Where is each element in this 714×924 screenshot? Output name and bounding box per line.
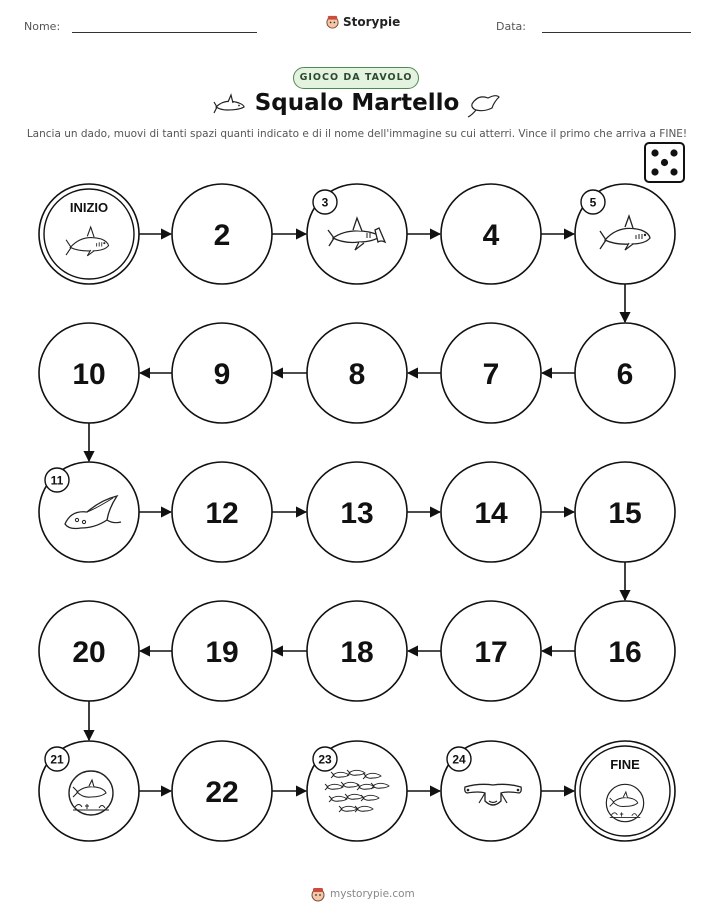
board-space-8[interactable] (307, 323, 407, 423)
board-space-19[interactable] (172, 601, 272, 701)
space-number-tag-label: 23 (318, 752, 332, 767)
brand-name: Storypie (343, 14, 401, 29)
board-space-22[interactable] (172, 741, 272, 841)
storypie-footer-logo-icon (310, 886, 326, 902)
space-number: 16 (608, 636, 642, 669)
board-space-17[interactable] (441, 601, 541, 701)
space-number-tag-label: 21 (50, 752, 64, 767)
space-number: 7 (482, 358, 500, 391)
space-number: 14 (474, 497, 508, 530)
space-number: 9 (213, 358, 231, 391)
board-space-4[interactable] (441, 184, 541, 284)
space-number: 19 (205, 636, 239, 669)
board-space-2[interactable] (172, 184, 272, 284)
board-space-21[interactable] (39, 741, 139, 841)
board-space-5[interactable] (575, 184, 675, 284)
board-space-3[interactable] (307, 184, 407, 284)
space-number-tag-label: 24 (452, 752, 466, 767)
page-title: Squalo Martello (254, 90, 460, 116)
space-number: 10 (72, 358, 106, 391)
space-number: 15 (608, 497, 642, 530)
footer-url: mystorypie.com (330, 888, 415, 900)
board-space-14[interactable] (441, 462, 541, 562)
space-number: 4 (482, 219, 500, 252)
board-space-12[interactable] (172, 462, 272, 562)
space-number: 8 (348, 358, 366, 391)
board-space-7[interactable] (441, 323, 541, 423)
end-label: FINE (610, 757, 640, 772)
space-number: 13 (340, 497, 374, 530)
board-space-6[interactable] (575, 323, 675, 423)
board-space-13[interactable] (307, 462, 407, 562)
board-space-24[interactable] (441, 741, 541, 841)
space-number: 12 (205, 497, 239, 530)
start-label: INIZIO (69, 200, 109, 215)
space-number: 18 (340, 636, 374, 669)
shark-in-bubble-icon (69, 771, 113, 815)
board-space-16[interactable] (575, 601, 675, 701)
name-label: Nome: (24, 20, 61, 33)
game-type-badge: GIOCO DA TAVOLO (293, 67, 419, 89)
instructions: Lancia un dado, muovi di tanti spazi quanti indicato e di il nome dell'immagine su cui atterri. Vince il primo che arriva a FINE! (26, 128, 688, 140)
board-space-11[interactable] (39, 462, 139, 562)
space-number-tag-label: 5 (589, 195, 597, 210)
space-number: 20 (72, 636, 106, 669)
board-space-23[interactable] (307, 741, 407, 841)
space-number-tag-label: 3 (321, 195, 329, 210)
board-space-15[interactable] (575, 462, 675, 562)
space-number-tag-label: 11 (50, 473, 64, 488)
board-space-20[interactable] (39, 601, 139, 701)
space-number: 22 (205, 776, 239, 809)
board-space-10[interactable] (39, 323, 139, 423)
space-number: 6 (616, 358, 634, 391)
board-space-1[interactable] (39, 184, 139, 284)
footer (310, 886, 415, 902)
space-number: 2 (213, 219, 231, 252)
date-label: Data: (496, 20, 526, 33)
space-number: 17 (474, 636, 508, 669)
board-space-9[interactable] (172, 323, 272, 423)
shark-in-bubble-icon (606, 784, 643, 821)
board-space-25[interactable] (575, 741, 675, 841)
board-space-18[interactable] (307, 601, 407, 701)
